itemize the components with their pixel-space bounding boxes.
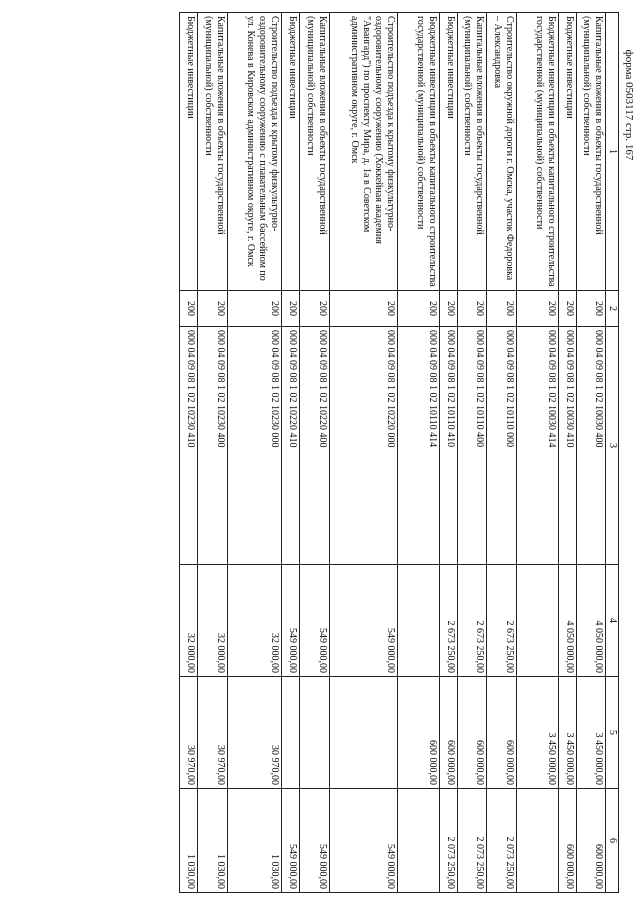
- table-row: [440, 13, 458, 893]
- row-approved-cell: 2 673 250,00: [458, 565, 487, 677]
- row-unexecuted-cell: 1 030,00: [228, 789, 282, 893]
- row-executed-cell: 30 970,00: [228, 677, 282, 789]
- row-budget-code-cell: 000 04 09 08 1 02 10230 400: [198, 327, 228, 565]
- row-approved-cell: 4 050 000,00: [577, 565, 606, 677]
- row-approved-cell: 549 000,00: [282, 565, 300, 677]
- row-name-cell: Капитальные вложения в объекты государственной (муниципальной) собственности: [458, 13, 487, 291]
- row-approved-cell: 32 000,00: [180, 565, 198, 677]
- col-header-2: 2: [606, 291, 619, 327]
- row-approved-cell: 4 050 000,00: [559, 565, 577, 677]
- row-unexecuted-cell: [398, 789, 440, 893]
- table-row: [458, 13, 487, 893]
- row-budget-code-cell: 000 04 09 08 1 02 10230 410: [180, 327, 198, 565]
- row-unexecuted-cell: 2 073 250,00: [440, 789, 458, 893]
- row-approved-cell: 32 000,00: [198, 565, 228, 677]
- row-budget-code-cell: 000 04 09 08 1 02 10110 400: [458, 327, 487, 565]
- table-row: [398, 13, 440, 893]
- table-row: [180, 13, 198, 893]
- row-approved-cell: 549 000,00: [300, 565, 330, 677]
- col-header-4: 4: [606, 565, 619, 677]
- col-header-5: 5: [606, 677, 619, 789]
- row-unexecuted-cell: [517, 789, 559, 893]
- row-unexecuted-cell: 1 030,00: [198, 789, 228, 893]
- row-line-code-cell: 200: [398, 291, 440, 327]
- row-unexecuted-cell: 2 073 250,00: [487, 789, 517, 893]
- row-executed-cell: [282, 677, 300, 789]
- row-line-code-cell: 200: [517, 291, 559, 327]
- row-name-cell: Бюджетные инвестиции: [180, 13, 198, 291]
- table-row: [517, 13, 559, 893]
- row-line-code-cell: 200: [300, 291, 330, 327]
- row-approved-cell: 2 673 250,00: [487, 565, 517, 677]
- row-line-code-cell: 200: [440, 291, 458, 327]
- row-line-code-cell: 200: [330, 291, 398, 327]
- row-unexecuted-cell: 2 073 250,00: [458, 789, 487, 893]
- table-row: [300, 13, 330, 893]
- row-executed-cell: [330, 677, 398, 789]
- row-budget-code-cell: 000 04 09 08 1 02 10030 400: [577, 327, 606, 565]
- table-header-row: [606, 13, 619, 893]
- row-executed-cell: 3 450 000,00: [577, 677, 606, 789]
- row-unexecuted-cell: 549 000,00: [300, 789, 330, 893]
- row-budget-code-cell: 000 04 09 08 1 02 10230 000: [228, 327, 282, 565]
- row-name-cell: Бюджетные инвестиции в объекты капитального строительства государственной (муниципальной) собственности: [398, 13, 440, 291]
- row-name-cell: Строительство подъезда к крытому физкультурно-оздоровительному сооружению с плавательным бассейном по ул. Конева в Кировском административном округе, г. Омск: [228, 13, 282, 291]
- row-name-cell: Капитальные вложения в объекты государственной (муниципальной) собственности: [300, 13, 330, 291]
- row-name-cell: Капитальные вложения в объекты государственной (муниципальной) собственности: [198, 13, 228, 291]
- row-line-code-cell: 200: [487, 291, 517, 327]
- row-budget-code-cell: 000 04 09 08 1 02 10030 414: [517, 327, 559, 565]
- row-unexecuted-cell: 549 000,00: [282, 789, 300, 893]
- row-name-cell: Бюджетные инвестиции: [440, 13, 458, 291]
- row-approved-cell: [517, 565, 559, 677]
- row-budget-code-cell: 000 04 09 08 1 02 10110 414: [398, 327, 440, 565]
- table-row: [330, 13, 398, 893]
- row-line-code-cell: 200: [180, 291, 198, 327]
- row-line-code-cell: 200: [198, 291, 228, 327]
- page-header: [618, 0, 640, 905]
- row-executed-cell: 3 450 000,00: [559, 677, 577, 789]
- row-executed-cell: 600 000,00: [458, 677, 487, 789]
- row-executed-cell: 600 000,00: [398, 677, 440, 789]
- table-row: [577, 13, 606, 893]
- row-name-cell: Бюджетные инвестиции в объекты капитального строительства государственной (муниципальной) собственности: [517, 13, 559, 291]
- row-line-code-cell: 200: [282, 291, 300, 327]
- row-budget-code-cell: 000 04 09 08 1 02 10030 410: [559, 327, 577, 565]
- row-approved-cell: 2 673 250,00: [440, 565, 458, 677]
- table-row: [198, 13, 228, 893]
- form-label: форма 0503117 стр. 167: [623, 49, 635, 161]
- table-row: [559, 13, 577, 893]
- row-approved-cell: [398, 565, 440, 677]
- row-executed-cell: 600 000,00: [487, 677, 517, 789]
- table-row: [228, 13, 282, 893]
- row-name-cell: Бюджетные инвестиции: [282, 13, 300, 291]
- row-budget-code-cell: 000 04 09 08 1 02 10110 000: [487, 327, 517, 565]
- row-name-cell: Строительство окружной дороги г. Омска, участок Федоровка – Александровка: [487, 13, 517, 291]
- table-row: [282, 13, 300, 893]
- col-header-6: 6: [606, 789, 619, 893]
- row-executed-cell: [300, 677, 330, 789]
- row-name-cell: Капитальные вложения в объекты государственной (муниципальной) собственности: [577, 13, 606, 291]
- budget-table: [179, 12, 619, 893]
- row-name-cell: Бюджетные инвестиции: [559, 13, 577, 291]
- row-line-code-cell: 200: [228, 291, 282, 327]
- row-approved-cell: 32 000,00: [228, 565, 282, 677]
- row-line-code-cell: 200: [577, 291, 606, 327]
- col-header-3: 3: [606, 327, 619, 565]
- row-budget-code-cell: 000 04 09 08 1 02 10220 400: [300, 327, 330, 565]
- row-executed-cell: 30 970,00: [198, 677, 228, 789]
- row-line-code-cell: 200: [458, 291, 487, 327]
- row-unexecuted-cell: 1 030,00: [180, 789, 198, 893]
- row-line-code-cell: 200: [559, 291, 577, 327]
- col-header-1: 1: [606, 13, 619, 291]
- row-executed-cell: 600 000,00: [440, 677, 458, 789]
- row-name-cell: Строительство подъезда к крытому физкультурно-оздоровительному сооружению (Хоккейная академия "Авангард") по проспекту Мира, д. 1а в Советском административном округе, г. Омск: [330, 13, 398, 291]
- rotated-table-wrapper: [81, 12, 619, 892]
- row-unexecuted-cell: 600 000,00: [559, 789, 577, 893]
- row-executed-cell: 30 970,00: [180, 677, 198, 789]
- row-approved-cell: 549 000,00: [330, 565, 398, 677]
- table-row: [487, 13, 517, 893]
- row-unexecuted-cell: 600 000,00: [577, 789, 606, 893]
- row-budget-code-cell: 000 04 09 08 1 02 10110 410: [440, 327, 458, 565]
- row-executed-cell: 3 450 000,00: [517, 677, 559, 789]
- row-budget-code-cell: 000 04 09 08 1 02 10220 000: [330, 327, 398, 565]
- row-budget-code-cell: 000 04 09 08 1 02 10220 410: [282, 327, 300, 565]
- row-unexecuted-cell: 549 000,00: [330, 789, 398, 893]
